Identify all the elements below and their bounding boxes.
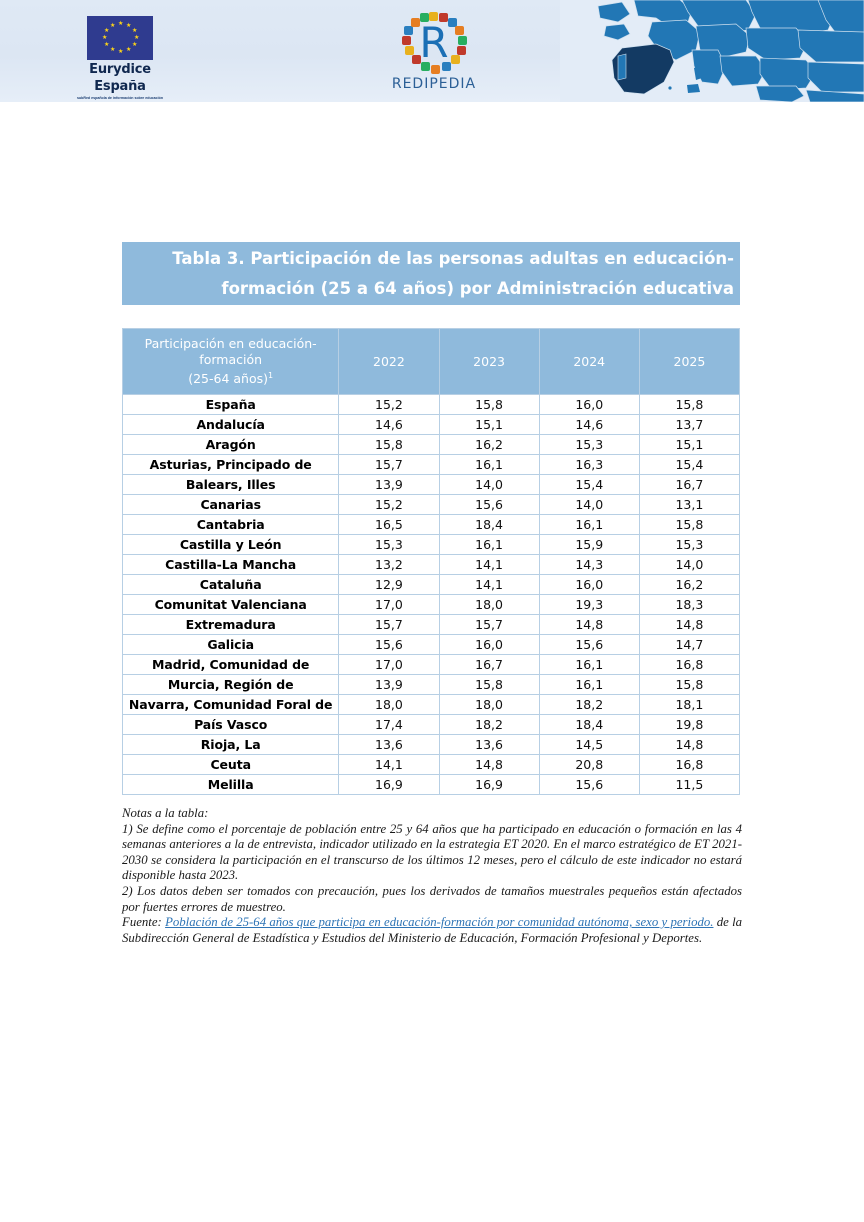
row-value-2024: 16,3 [539,455,639,475]
row-value-2024: 15,6 [539,635,639,655]
row-value-2024: 15,6 [539,775,639,795]
row-region-label: Andalucía [123,415,339,435]
table-row [123,635,740,655]
row-region-label: España [123,395,339,415]
row-region-label: Melilla [123,775,339,795]
page-header-banner [0,0,864,102]
table-row [123,655,740,675]
row-value-2024: 14,6 [539,415,639,435]
row-value-2023: 16,0 [439,635,539,655]
row-value-2022: 13,6 [339,735,439,755]
row-value-2023: 13,6 [439,735,539,755]
row-value-2025: 16,8 [639,755,739,775]
table-head [123,329,740,395]
table-row [123,715,740,735]
row-value-2025: 15,8 [639,675,739,695]
row-region-label: Canarias [123,495,339,515]
eurydice-subtitle: subRed española de información sobre educación [76,96,164,100]
row-value-2025: 15,8 [639,395,739,415]
header-footnote-marker: 1 [268,370,274,380]
source-line [122,915,742,946]
row-value-2023: 18,2 [439,715,539,735]
row-value-2022: 13,9 [339,675,439,695]
row-value-2025: 14,8 [639,735,739,755]
row-region-label: Extremadura [123,615,339,635]
row-value-2023: 18,4 [439,515,539,535]
row-value-2022: 16,9 [339,775,439,795]
row-value-2024: 15,9 [539,535,639,555]
table-row [123,755,740,775]
row-value-2024: 16,0 [539,575,639,595]
row-value-2024: 15,3 [539,435,639,455]
table-row [123,775,740,795]
eurydice-espana-logo [72,16,168,101]
column-header-2023: 2023 [439,329,539,395]
row-value-2024: 14,8 [539,615,639,635]
row-value-2023: 15,8 [439,395,539,415]
table-row [123,675,740,695]
row-value-2022: 15,8 [339,435,439,455]
table-title-line2: formación (25 a 64 años) por Administración educativa [221,279,734,298]
row-value-2023: 18,0 [439,695,539,715]
table-row [123,695,740,715]
row-value-2023: 15,6 [439,495,539,515]
table-title [122,242,740,305]
row-value-2024: 19,3 [539,595,639,615]
header-line1: Participación en educación- [144,335,317,351]
row-region-label: Madrid, Comunidad de [123,655,339,675]
row-value-2022: 15,3 [339,535,439,555]
row-region-label: Comunitat Valenciana [123,595,339,615]
note-2: 2) Los datos deben ser tomados con precaución, pues los derivados de tamaños muestrales pequeños están afectados por fuertes errores de muestreo. [122,883,742,914]
row-value-2025: 18,3 [639,595,739,615]
eu-flag-icon: ★ ★ ★ ★ ★ ★ ★ ★ ★ ★ ★ ★ [87,16,153,60]
row-value-2022: 17,0 [339,595,439,615]
row-value-2025: 15,3 [639,535,739,555]
row-region-label: Ceuta [123,755,339,775]
row-region-label: Cantabria [123,515,339,535]
column-header-2022: 2022 [339,329,439,395]
row-value-2025: 13,7 [639,415,739,435]
row-region-label: Navarra, Comunidad Foral de [123,695,339,715]
row-value-2025: 11,5 [639,775,739,795]
row-value-2025: 18,1 [639,695,739,715]
row-value-2023: 16,2 [439,435,539,455]
table-row [123,735,740,755]
row-value-2023: 14,1 [439,575,539,595]
row-value-2022: 15,2 [339,495,439,515]
table-header-row [123,329,740,395]
row-value-2022: 14,6 [339,415,439,435]
row-value-2024: 14,3 [539,555,639,575]
table-row [123,475,740,495]
header-line2: formación [199,351,263,367]
table-row [123,415,740,435]
redipedia-logo [386,12,482,92]
row-value-2022: 18,0 [339,695,439,715]
row-value-2023: 16,1 [439,455,539,475]
row-value-2024: 14,0 [539,495,639,515]
row-value-2022: 12,9 [339,575,439,595]
row-region-label: Murcia, Región de [123,675,339,695]
row-value-2024: 18,2 [539,695,639,715]
redipedia-monogram: R [419,18,449,67]
table-row [123,395,740,415]
table-row [123,495,740,515]
column-header-2025: 2025 [639,329,739,395]
source-rest: de la Subdirección General de Estadística y Estudios del Ministerio de Educación, Formación Profesional y Deportes. [122,915,743,945]
participation-table [122,328,740,795]
row-value-2025: 13,1 [639,495,739,515]
row-value-2025: 14,7 [639,635,739,655]
source-link[interactable]: Población de 25-64 años que participa en educación-formación por comunidad autónoma, sexo y periodo. [165,915,714,930]
row-region-label: Cataluña [123,575,339,595]
table-body [123,395,740,795]
row-region-label: Galicia [123,635,339,655]
row-value-2025: 16,8 [639,655,739,675]
row-value-2025: 14,8 [639,615,739,635]
row-region-label: Asturias, Principado de [123,455,339,475]
row-value-2023: 15,8 [439,675,539,695]
table-row [123,615,740,635]
row-value-2022: 14,1 [339,755,439,775]
row-value-2022: 15,7 [339,455,439,475]
notes-heading: Notas a la tabla: [122,806,209,820]
table-row [123,595,740,615]
row-region-label: Castilla y León [123,535,339,555]
row-value-2023: 15,1 [439,415,539,435]
row-value-2025: 19,8 [639,715,739,735]
column-header-indicator [123,329,339,395]
row-value-2025: 15,4 [639,455,739,475]
eurydice-title-line1: Eurydice [89,62,151,77]
row-value-2024: 18,4 [539,715,639,735]
header-line3: (25-64 años) [188,371,269,387]
row-value-2022: 15,2 [339,395,439,415]
row-region-label: Balears, Illes [123,475,339,495]
row-value-2023: 15,7 [439,615,539,635]
column-header-2024: 2024 [539,329,639,395]
row-value-2023: 16,1 [439,535,539,555]
table-row [123,515,740,535]
row-value-2023: 14,0 [439,475,539,495]
table-row [123,575,740,595]
row-value-2023: 18,0 [439,595,539,615]
table-notes [122,806,742,946]
source-label: Fuente: [122,915,162,930]
row-value-2024: 16,0 [539,395,639,415]
table-row [123,435,740,455]
europe-map-icon [560,0,864,102]
row-value-2023: 14,1 [439,555,539,575]
row-value-2022: 16,5 [339,515,439,535]
row-value-2023: 16,9 [439,775,539,795]
redipedia-ring-icon [399,12,469,74]
row-region-label: Rioja, La [123,735,339,755]
row-value-2024: 16,1 [539,675,639,695]
row-value-2025: 16,2 [639,575,739,595]
table-row [123,455,740,475]
row-value-2024: 14,5 [539,735,639,755]
table-row [123,555,740,575]
row-value-2025: 15,8 [639,515,739,535]
row-value-2022: 15,7 [339,615,439,635]
redipedia-wordmark: REDIPEDIA [391,76,477,92]
row-region-label: Aragón [123,435,339,455]
row-value-2024: 20,8 [539,755,639,775]
row-value-2025: 14,0 [639,555,739,575]
table-title-line1: Tabla 3. Participación de las personas adultas en educación- [172,249,734,268]
row-value-2024: 16,1 [539,515,639,535]
row-value-2022: 15,6 [339,635,439,655]
row-value-2022: 17,0 [339,655,439,675]
row-value-2022: 13,9 [339,475,439,495]
row-value-2023: 16,7 [439,655,539,675]
table-row [123,535,740,555]
row-value-2022: 13,2 [339,555,439,575]
row-value-2025: 15,1 [639,435,739,455]
row-value-2025: 16,7 [639,475,739,495]
eurydice-title-line2: España [94,79,146,94]
row-value-2024: 15,4 [539,475,639,495]
row-value-2022: 17,4 [339,715,439,735]
note-1: 1) Se define como el porcentaje de población entre 25 y 64 años que ha participado en educación o formación en las 4 semanas anteriores a la de entrevista, indicador utilizado en la estrategia ET 2020. En el marco estratégico de ET 2021-2030 se considera la participación en el transcurso de los últimos 12 meses, pero el cálculo de este indicador no estará disponible hasta 2023. [122,821,742,883]
row-value-2024: 16,1 [539,655,639,675]
row-value-2023: 14,8 [439,755,539,775]
row-region-label: Castilla-La Mancha [123,555,339,575]
row-region-label: País Vasco [123,715,339,735]
